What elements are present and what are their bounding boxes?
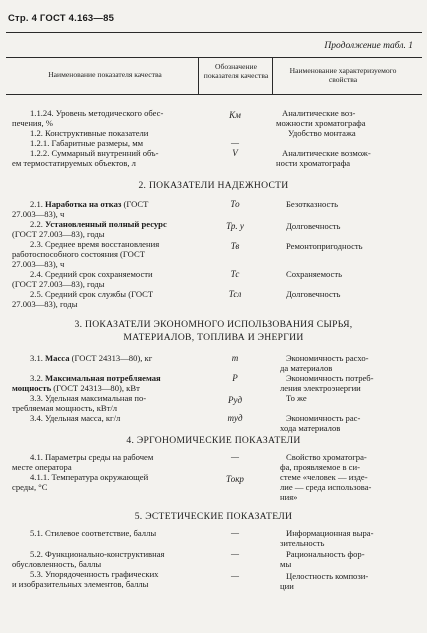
row-2-1-line1: 2.1. Наработка на отказ (ГОСТ — [30, 199, 149, 209]
row-2-4-line1: 2.4. Средний срок сохраняемости — [30, 269, 153, 279]
row-5-3-line2: и изобразительных элементов, баллы — [12, 579, 149, 589]
prop-4-line3: стеме «человек — изде- — [280, 472, 368, 482]
prop-3-4-line2: хода материалов — [280, 423, 341, 433]
prop-4-line4: лие — среда использова- — [280, 482, 372, 492]
section-3-title-line2: МАТЕРИАЛОВ, ТОПЛИВА И ЭНЕРГИИ — [123, 332, 304, 343]
col-divider-2 — [272, 57, 273, 94]
row-2-3-line1: 2.3. Среднее время восстановления — [30, 239, 160, 249]
prop-5-2-line2: мы — [280, 559, 292, 569]
section-5-title: 5. ЭСТЕТИЧЕСКИЕ ПОКАЗАТЕЛИ — [134, 511, 293, 522]
sym-2-2: Тр. у — [226, 221, 244, 231]
row-3-3-line1: 3.3. Удельная максимальная по- — [30, 393, 147, 403]
prop-3-2-line1: Экономичность потреб- — [286, 373, 374, 383]
row-2-1-line2: 27.003—83), ч — [12, 209, 65, 219]
sym-3-4: mуд — [227, 413, 243, 423]
prop-2-4: Сохраняемость — [286, 269, 343, 279]
row-1-1-24-line1: 1.1.24. Уровень методического обес- — [30, 108, 164, 118]
col-divider-1 — [198, 57, 199, 94]
prop-1-2: Удобство монтажа — [288, 128, 356, 138]
row-3-1: 3.1. Масса (ГОСТ 24313—80), кг — [30, 353, 153, 363]
row-5-2-line1: 5.2. Функционально-конструктивная — [30, 549, 165, 559]
row-4-1-1-line1: 4.1.1. Температура окружающей — [30, 472, 149, 482]
continuation-label: Продолжение табл. 1 — [324, 41, 413, 51]
prop-5-3-line1: Целостность компози- — [286, 571, 369, 581]
prop-5-2-line1: Рациональность фор- — [286, 549, 365, 559]
row-4-1-line2: месте оператора — [12, 462, 72, 472]
prop-5-3-line2: ции — [280, 581, 294, 591]
row-1-2-2-line2: ем термостатируемых объектов, л — [12, 158, 136, 168]
prop-4-line5: ния» — [280, 492, 298, 502]
row-3-3-line2: требляемая мощность, кВт/л — [12, 403, 118, 413]
prop-3-4-line1: Экономичность рас- — [286, 413, 361, 423]
prop-2-2: Долговечность — [286, 221, 341, 231]
page-header: Стр. 4 ГОСТ 4.163—85 — [8, 13, 115, 24]
sym-2-3: Тв — [230, 241, 240, 251]
row-2-5-line1: 2.5. Средний срок службы (ГОСТ — [30, 289, 154, 299]
prop-1-2-2-line1: Аналитические возмож- — [282, 148, 371, 158]
row-5-2-line2: обусловленность, баллы — [12, 559, 102, 569]
sym-2-1: То — [230, 199, 240, 209]
prop-2-3: Ремонтопригодность — [286, 241, 363, 251]
row-1-2-1: 1.2.1. Габаритные размеры, мм — [30, 138, 144, 148]
row-2-3-line2: работоспособного состояния (ГОСТ — [12, 249, 145, 259]
row-4-1-line1: 4.1. Параметры среды на рабочем — [30, 452, 154, 462]
section-2-title: 2. ПОКАЗАТЕЛИ НАДЕЖНОСТИ — [138, 180, 289, 191]
row-1-2: 1.2. Конструктивные показатели — [30, 128, 149, 138]
prop-3-2-line2: ления электроэнергии — [280, 383, 361, 393]
sym-km: Км — [229, 110, 241, 120]
prop-5-1-line1: Информационная выра- — [286, 528, 374, 538]
row-2-4-line2: (ГОСТ 27.003—83), годы — [12, 279, 105, 289]
prop-1-2-2-line2: ности хроматографа — [276, 158, 351, 168]
sym-4-1-1: Токр — [226, 474, 244, 484]
sym-4-1: — — [230, 452, 239, 462]
row-2-2-line1: 2.2. Установленный полный ресурс — [30, 219, 167, 229]
prop-4-line1: Свойство хроматогра- — [286, 452, 367, 462]
col-header-name: Наименование показателя качества — [48, 70, 162, 79]
row-3-2-line2: мощность (ГОСТ 24313—80), кВт — [12, 383, 140, 393]
row-1-2-2-line1: 1.2.2. Суммарный внутренний объ- — [30, 148, 159, 158]
sym-2-4: Тс — [230, 269, 240, 279]
col-header-symbol: Обозначение показателя качества — [203, 62, 269, 80]
prop-3-3: То же — [286, 393, 307, 403]
row-2-3-line3: 27.003—83), ч — [12, 259, 65, 269]
prop-3-1-line1: Экономичность расхо- — [286, 353, 369, 363]
row-2-2-line2: (ГОСТ 27.003—83), годы — [12, 229, 105, 239]
sym-3-2: P — [232, 373, 238, 383]
prop-1-1-24-line1: Аналитические воз- — [282, 108, 356, 118]
row-3-2-line1: 3.2. Максимальная потребляемая — [30, 373, 161, 383]
sym-5-2: — — [230, 549, 239, 559]
section-4-title: 4. ЭРГОНОМИЧЕСКИЕ ПОКАЗАТЕЛИ — [126, 435, 301, 446]
sym-5-1: — — [230, 528, 239, 538]
header-rule — [6, 32, 422, 33]
prop-2-1: Безотказность — [286, 199, 338, 209]
section-3-title-line1: 3. ПОКАЗАТЕЛИ ЭКОНОМНОГО ИСПОЛЬЗОВАНИЯ СЫРЬЯ, — [74, 319, 353, 330]
row-1-1-24-line2: печения, % — [12, 118, 53, 128]
row-5-1: 5.1. Стилевое соответствие, баллы — [30, 528, 157, 538]
row-2-5-line2: 27.003—83), годы — [12, 299, 78, 309]
row-5-3-line1: 5.3. Упорядоченность графических — [30, 569, 159, 579]
prop-5-1-line2: зительность — [280, 538, 325, 548]
table-top-rule — [6, 57, 422, 58]
table-header-rule — [6, 94, 422, 95]
col-header-property: Наименование характеризуемого свойства — [289, 66, 397, 84]
sym-dash-1-2-1: — — [230, 138, 239, 148]
prop-2-5: Долговечность — [286, 289, 341, 299]
sym-2-5: Тсл — [228, 289, 242, 299]
row-3-4: 3.4. Удельная масса, кг/л — [30, 413, 121, 423]
sym-3-3: Руд — [227, 395, 243, 405]
sym-3-1: m — [231, 353, 239, 363]
row-4-1-1-line2: среды, °С — [12, 482, 48, 492]
prop-3-1-line2: да материалов — [280, 363, 333, 373]
sym-v: V — [232, 148, 238, 158]
sym-5-3: — — [230, 571, 239, 581]
prop-4-line2: фа, проявляемое в си- — [280, 462, 360, 472]
prop-1-1-24-line2: можности хроматографа — [276, 118, 366, 128]
